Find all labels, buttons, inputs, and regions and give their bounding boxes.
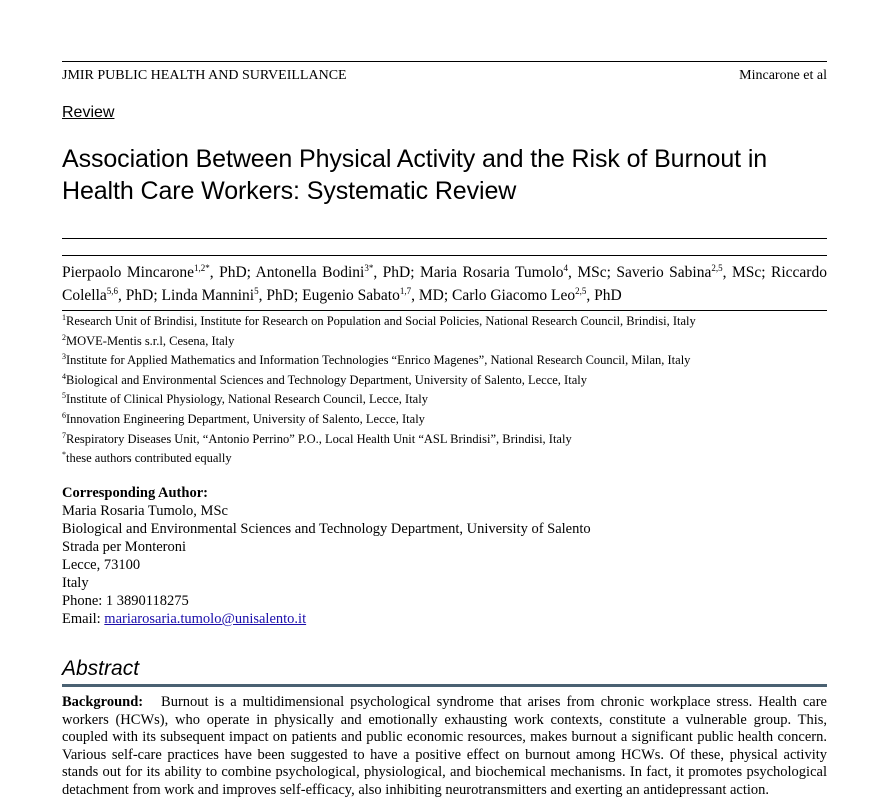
corresponding-author-country: Italy [62,575,89,591]
affiliation-item: $^3$Institute for Applied Mathematics and Information Technologies “Enrico Magenes”, National Research Council, Milan, Italy [62,352,691,368]
background-text: Burnout is a multidimensional psychological syndrome that arises from chronic workplace stress. Health care workers (HCWs), who operate in physically and emotionally exhausting work contexts, constitute a vulnerable group. This, coupled with its subsequent impact on patients and public economic resources, makes burnout a significant public health concern. Various self-care practices have been suggested to have a positive effect on burnout among HCWs. Of these, physical activity stands out for its ability to combine psychological, physiological, and biochemical mechanisms. In fact, it promotes psychological detachment from work and improves self-efficacy, also inhibiting neurotransmitters and exerting an antidepressant action. [62,694,827,798]
article-type-label: Review [62,104,115,121]
corresponding-author-city: Lecce, 73100 [62,557,141,573]
affiliation-item: $^1$Research Unit of Brindisi, Institute for Research on Population and Social Policies, National Research Council, Brindisi, Italy [62,313,696,328]
author: Maria Rosaria Tumolo$^4$, MSc; [419,263,617,281]
author: Riccardo Colella$^{5,6}$, PhD; [62,264,827,304]
title-rule-bottom [62,255,827,256]
affiliation-item: $^6$Innovation Engineering Department, University of Salento, Lecce, Italy [62,410,425,426]
corresponding-author-label: Corresponding Author: [62,485,208,501]
email-label: Email: [62,611,105,627]
abstract-heading: Abstract [62,657,140,680]
affiliation-item: $^4$Biological and Environmental Sciences and Technology Department, University of Salento, Lecce, Italy [62,371,587,387]
affiliation-item: $^7$Respiratory Diseases Unit, “Antonio Perrino” P.O., Local Health Unit “ASL Brindisi”, Brindisi, Italy [62,430,572,446]
author: Linda Mannini$^5$, PhD; [161,286,303,304]
author-list [62,261,827,307]
article-title: Association Between Physical Activity and the Risk of Burnout in Health Care Workers: Systematic Review [62,145,768,205]
title-rule-top [62,238,827,239]
running-authors: Mincarone et al [739,68,827,83]
corresponding-author-email-row [62,610,827,628]
abstract-rule [62,684,827,687]
corresponding-author-phone: Phone: 1 3890118275 [62,593,189,609]
equal-contribution-note: *these authors contributed equally [62,450,232,466]
background-label: Background: [62,694,144,710]
running-header [62,61,827,84]
email-link[interactable]: mariarosaria.tumolo@unisalento.it [104,611,307,627]
corresponding-author-name: Maria Rosaria Tumolo, MSc [62,503,228,519]
affiliation-item: $^5$Institute of Clinical Physiology, National Research Council, Lecce, Italy [62,391,428,407]
author: Saverio Sabina$^{2,5}$, MSc; [616,263,771,281]
corresponding-author-street: Strada per Monteroni [62,539,187,555]
author: Pierpaolo Mincarone$^{1,2*}$, PhD; [62,263,256,281]
author: Eugenio Sabato$^{1,7}$, MD; [302,286,453,304]
author: Antonella Bodini$^{3*}$, PhD; [255,263,420,281]
abstract-background-paragraph [62,694,827,799]
author: Carlo Giacomo Leo$^{2,5}$, PhD [452,286,622,304]
affiliation-list [62,312,827,469]
authors-rule [62,310,827,311]
journal-name: JMIR PUBLIC HEALTH AND SURVEILLANCE [62,68,347,83]
affiliation-item: $^2$MOVE-Mentis s.r.l, Cesena, Italy [62,332,235,348]
corresponding-author-block [62,484,827,628]
corresponding-author-department: Biological and Environmental Sciences and Technology Department, University of Salento [62,521,591,537]
